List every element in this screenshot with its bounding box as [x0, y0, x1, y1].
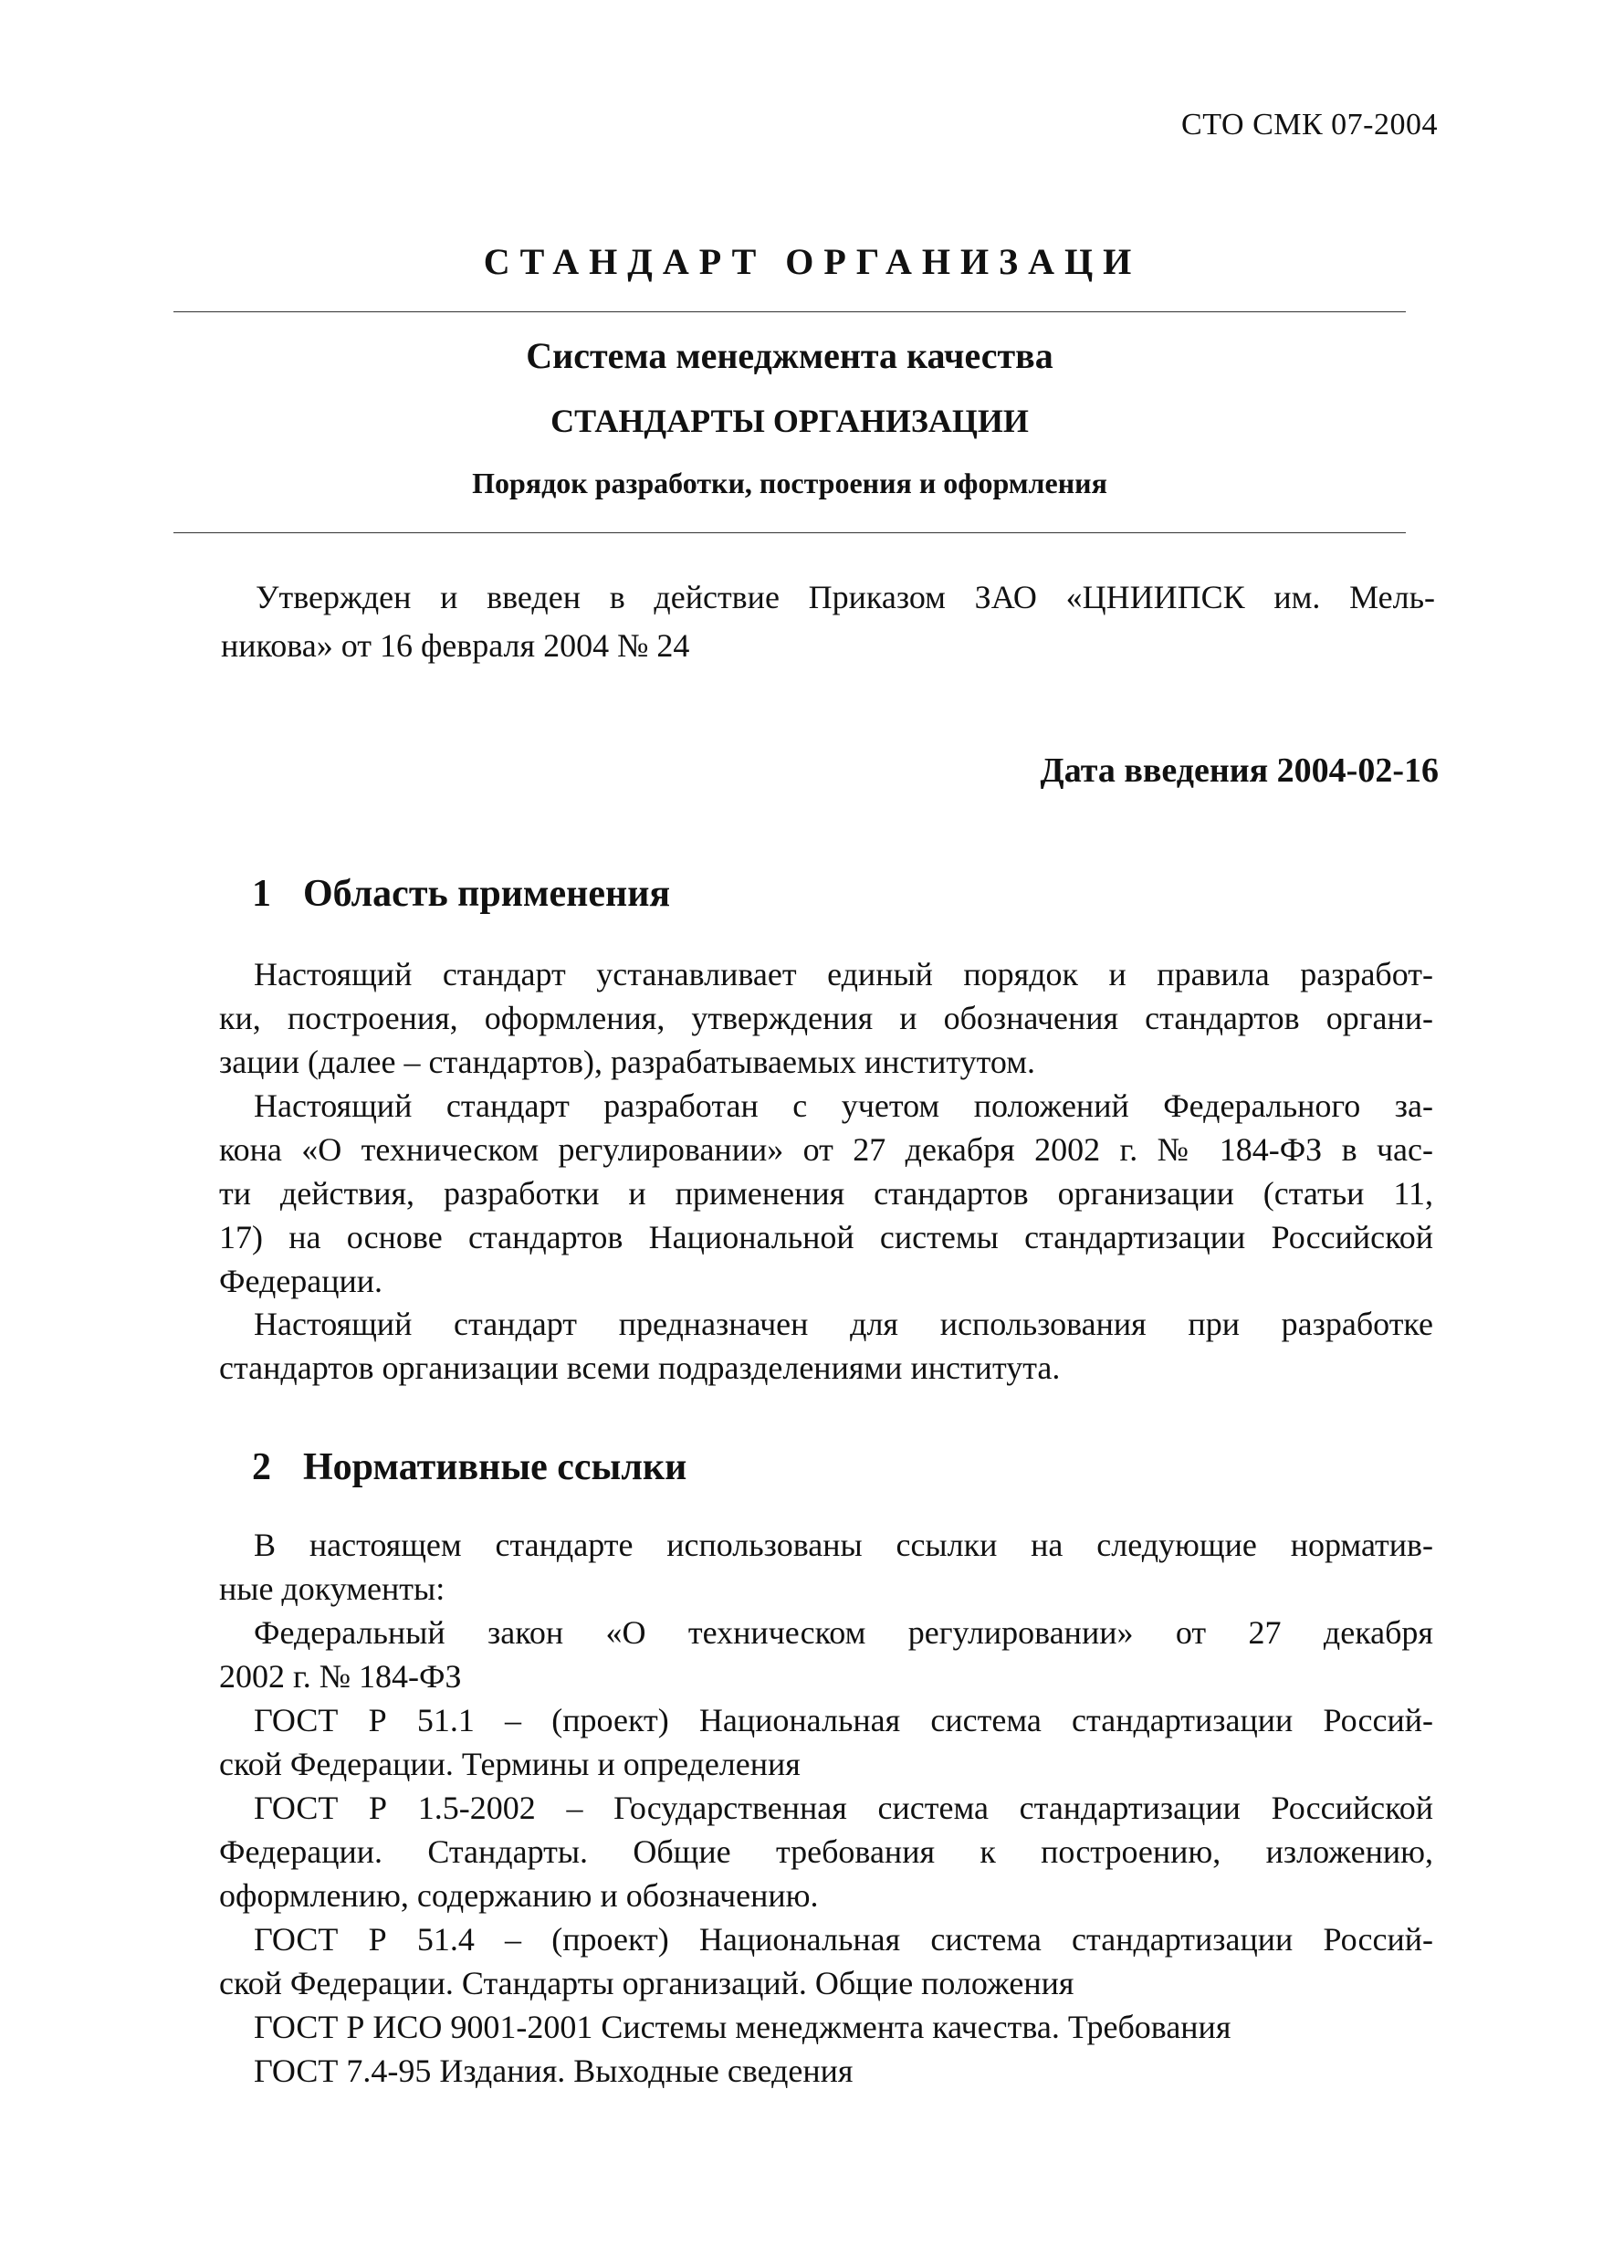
reference-line: ГОСТ 7.4-95 Издания. Выходные сведения — [254, 2053, 854, 2089]
introduction-date: Дата введения 2004-02-16 — [1040, 751, 1439, 790]
references-list — [219, 1523, 1433, 2093]
approval-statement — [221, 573, 1435, 670]
paragraph — [219, 952, 1433, 1084]
header-rule-bottom — [173, 532, 1406, 533]
reference-line: оформлению, содержанию и обозначению. — [219, 1877, 819, 1914]
text-line: Настоящий стандарт устанавливает единый порядок и правила разработ- — [254, 956, 1433, 992]
text-line: Настоящий стандарт предназначен для использования при разработке — [254, 1306, 1433, 1342]
reference-line: Федеральный закон «О техническом регулировании» от 27 декабря — [254, 1614, 1433, 1651]
system-title: Система менеджмента качества — [526, 335, 1053, 376]
section-title-text: Нормативные ссылки — [303, 1446, 687, 1488]
standards-title: СТАНДАРТЫ ОРГАНИЗАЦИИ — [550, 403, 1029, 439]
section-heading-scope — [252, 872, 670, 916]
text-line: 17) на основе стандартов Национальной системы стандартизации Российской — [219, 1219, 1433, 1255]
text-line: кона «О техническом регулировании» от 27 декабря 2002 г. № 184-ФЗ в час- — [219, 1131, 1433, 1168]
reference-line: ской Федерации. Термины и определения — [219, 1746, 801, 1782]
reference-line: ГОСТ Р 51.4 – (проект) Национальная система стандартизации Россий- — [254, 1921, 1433, 1958]
text-line: Настоящий стандарт разработан с учетом положений Федерального за- — [254, 1087, 1433, 1124]
text-line: ки, построения, оформления, утверждения и обозначения стандартов органи- — [219, 1000, 1433, 1036]
document-code: СТО СМК 07-2004 — [1181, 108, 1438, 142]
paragraph — [219, 1084, 1433, 1303]
order-title: Порядок разработки, построения и оформления — [472, 467, 1107, 499]
text-line: Федерации. — [219, 1263, 383, 1299]
text-line: зации (далее – стандартов), разрабатываемых институтом. — [219, 1044, 1036, 1080]
header-rule-top — [173, 311, 1406, 312]
reference-line: ской Федерации. Стандарты организаций. Общие положения — [219, 1965, 1074, 2001]
section-title-text: Область применения — [303, 873, 671, 915]
reference-line: ГОСТ Р ИСО 9001-2001 Системы менеджмента качества. Требования — [254, 2009, 1231, 2045]
text-line: стандартов организации всеми подразделениями института. — [219, 1349, 1061, 1386]
reference-line: 2002 г. № 184-ФЗ — [219, 1658, 462, 1695]
text-line: В настоящем стандарте использованы ссылки на следующие норматив- — [254, 1527, 1433, 1563]
section-number: 1 — [252, 873, 271, 915]
reference-line: Федерации. Стандарты. Общие требования к построению, изложению, — [219, 1833, 1433, 1870]
section-number: 2 — [252, 1446, 271, 1488]
paragraph — [219, 1302, 1433, 1390]
section-heading-normative-references — [252, 1445, 686, 1489]
reference-line: ГОСТ Р 1.5-2002 – Государственная система стандартизации Российской — [254, 1790, 1433, 1826]
text-line: ти действия, разработки и применения стандартов организации (статьи 11, — [219, 1175, 1433, 1212]
text-line: ные документы: — [219, 1570, 445, 1607]
organization-standard-title: СТАНДАРТ ОРГАНИЗАЦИ — [483, 241, 1142, 282]
approval-line: никова» от 16 февраля 2004 № 24 — [221, 627, 690, 664]
approval-line: Утвержден и введен в действие Приказом ЗАО «ЦНИИПСК им. Мель- — [256, 579, 1435, 615]
reference-line: ГОСТ Р 51.1 – (проект) Национальная система стандартизации Россий- — [254, 1702, 1433, 1738]
